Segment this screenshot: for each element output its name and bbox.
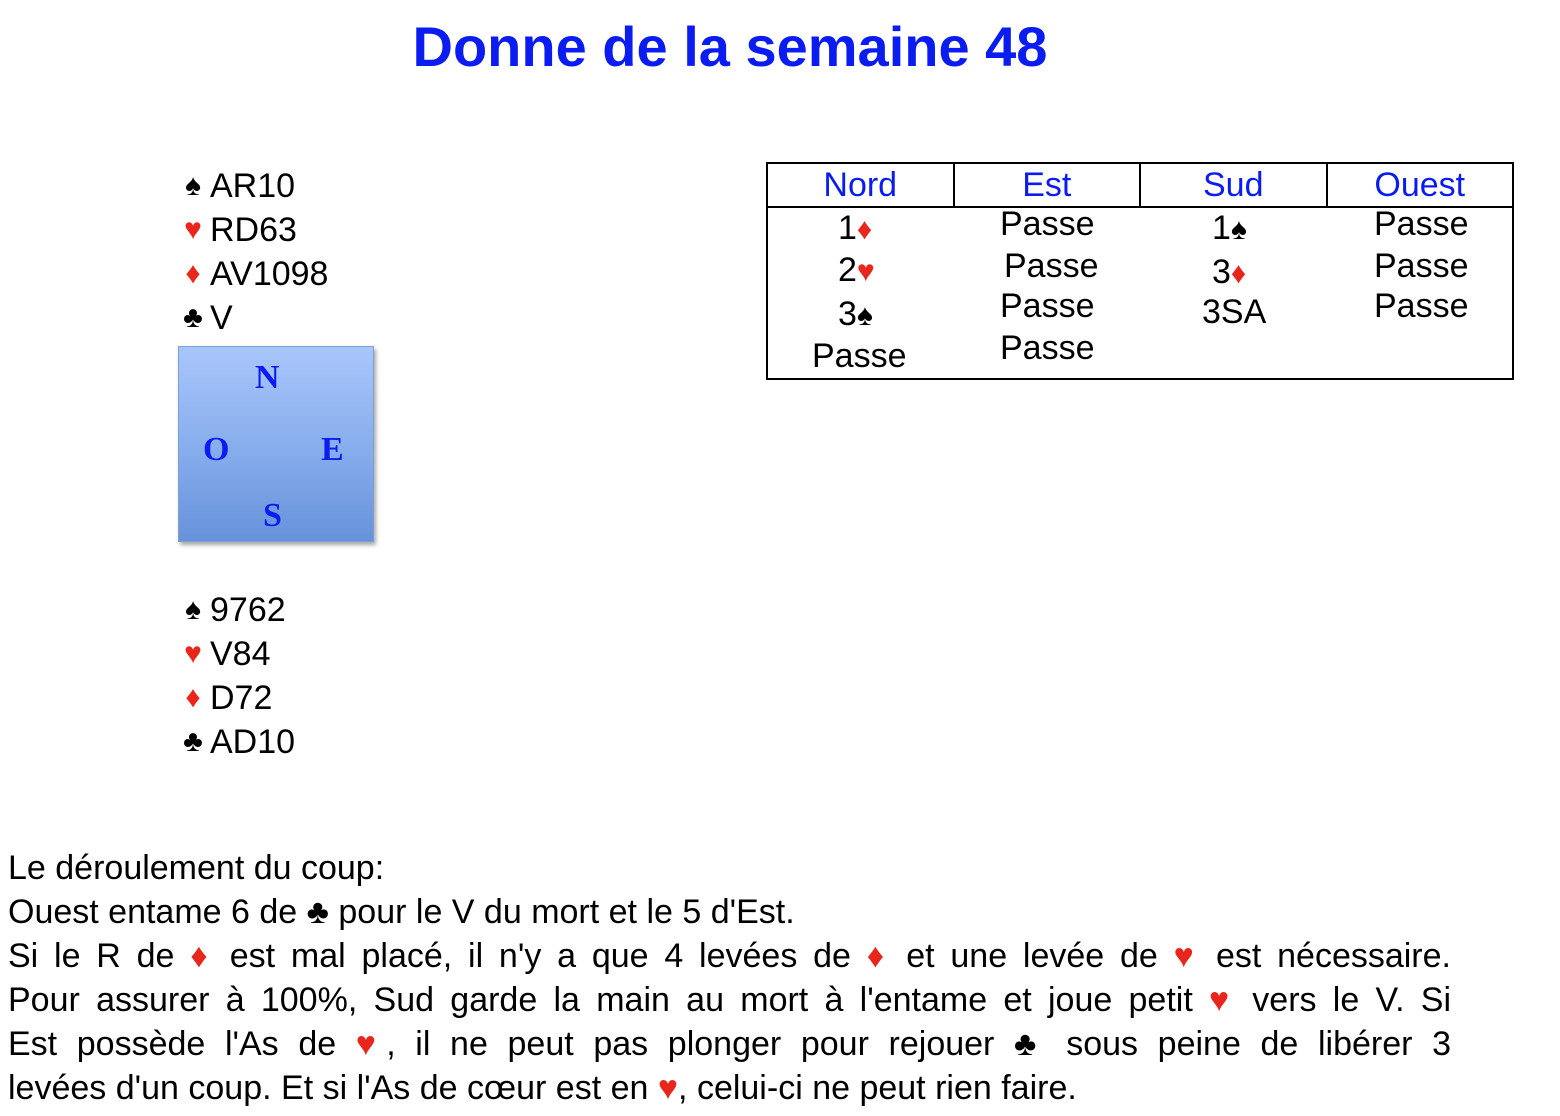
north-spades-cards: AR10 xyxy=(210,167,296,205)
compass-west: O xyxy=(203,431,230,468)
club-icon: ♣ xyxy=(306,893,329,931)
north-diamonds-row xyxy=(176,252,328,296)
heart-icon: ♥ xyxy=(184,637,202,670)
diamond-icon: ♦ xyxy=(856,213,873,246)
bid-ouest-1: Passe xyxy=(1374,205,1469,243)
south-hearts-row xyxy=(176,632,295,676)
north-hearts-cards: RD63 xyxy=(210,211,297,249)
bid-sud-3: 3SA xyxy=(1202,293,1267,331)
text-line-5: Est possède l'As de ♥, il ne peut pas plonger pour rejouer ♣ sous peine de libérer 3 xyxy=(8,1025,1451,1063)
bid-sud-1: 1♠ xyxy=(1212,209,1247,247)
south-spades-row xyxy=(176,588,295,632)
north-spades-row xyxy=(176,164,328,208)
compass-table xyxy=(178,346,374,542)
diamond-icon: ♦ xyxy=(185,681,201,714)
diamond-icon: ♦ xyxy=(185,257,201,290)
north-clubs-cards: V xyxy=(210,299,233,337)
header-nord: Nord xyxy=(768,164,955,206)
bid-est-2: Passe xyxy=(1004,247,1099,285)
diamond-icon: ♦ xyxy=(190,937,214,975)
header-sud: Sud xyxy=(1141,164,1328,206)
play-description xyxy=(8,846,1451,1110)
heart-icon: ♥ xyxy=(1209,981,1237,1019)
text-line-3: Si le R de ♦ est mal placé, il n'y a que 4 levées de ♦ et une levée de ♥ est nécessaire. xyxy=(8,937,1451,975)
diamond-icon: ♦ xyxy=(866,937,891,975)
south-hearts-cards: V84 xyxy=(210,635,271,673)
spade-icon: ♠ xyxy=(856,299,873,332)
compass-south: S xyxy=(263,497,282,534)
heart-icon: ♥ xyxy=(1173,937,1201,975)
spade-icon: ♠ xyxy=(1230,213,1247,246)
south-clubs-row xyxy=(176,720,295,764)
club-icon: ♣ xyxy=(183,725,203,758)
north-diamonds-cards: AV1098 xyxy=(210,255,329,293)
north-hand xyxy=(176,164,328,340)
north-hearts-row xyxy=(176,208,328,252)
bid-est-3: Passe xyxy=(1000,287,1095,325)
bid-ouest-2: Passe xyxy=(1374,247,1469,285)
south-clubs-cards: AD10 xyxy=(210,723,296,761)
spade-icon: ♠ xyxy=(185,593,201,626)
page-title: Donne de la semaine 48 xyxy=(412,15,1048,78)
text-line-4: Pour assurer à 100%, Sud garde la main au mort à l'entame et joue petit ♥ vers le V. Si xyxy=(8,981,1452,1019)
text-line-6: levées d'un coup. Et si l'As de cœur est en ♥, celui-ci ne peut rien faire. xyxy=(8,1069,1077,1107)
south-hand xyxy=(176,588,295,764)
bid-ouest-3: Passe xyxy=(1374,287,1469,325)
compass-east: E xyxy=(321,431,344,468)
text-line-1: Le déroulement du coup: xyxy=(8,849,385,887)
heart-icon: ♥ xyxy=(184,213,202,246)
bid-nord-3: 3♠ xyxy=(838,295,873,333)
bid-sud-2: 3♦ xyxy=(1212,253,1247,291)
spade-icon: ♠ xyxy=(185,169,201,202)
bid-nord-4: Passe xyxy=(812,337,907,375)
bid-nord-1: 1♦ xyxy=(838,209,873,247)
auction-header xyxy=(768,164,1512,208)
heart-icon: ♥ xyxy=(657,1069,679,1107)
south-diamonds-cards: D72 xyxy=(210,679,273,717)
club-icon: ♣ xyxy=(183,301,203,334)
text-line-2: Ouest entame 6 de ♣ pour le V du mort et le 5 d'Est. xyxy=(8,893,795,931)
club-icon: ♣ xyxy=(1014,1025,1047,1063)
auction-table xyxy=(766,162,1514,380)
diamond-icon: ♦ xyxy=(1230,257,1247,290)
header-ouest: Ouest xyxy=(1374,166,1466,204)
south-spades-cards: 9762 xyxy=(210,591,286,629)
bid-est-4: Passe xyxy=(1000,329,1095,367)
bid-est-1: Passe xyxy=(1000,205,1095,243)
north-clubs-row xyxy=(176,296,328,340)
heart-icon: ♥ xyxy=(856,255,875,288)
bid-nord-2: 2♥ xyxy=(838,251,875,289)
heart-icon: ♥ xyxy=(355,1025,387,1063)
compass-north: N xyxy=(255,359,280,396)
header-est: Est xyxy=(955,164,1142,206)
south-diamonds-row xyxy=(176,676,295,720)
